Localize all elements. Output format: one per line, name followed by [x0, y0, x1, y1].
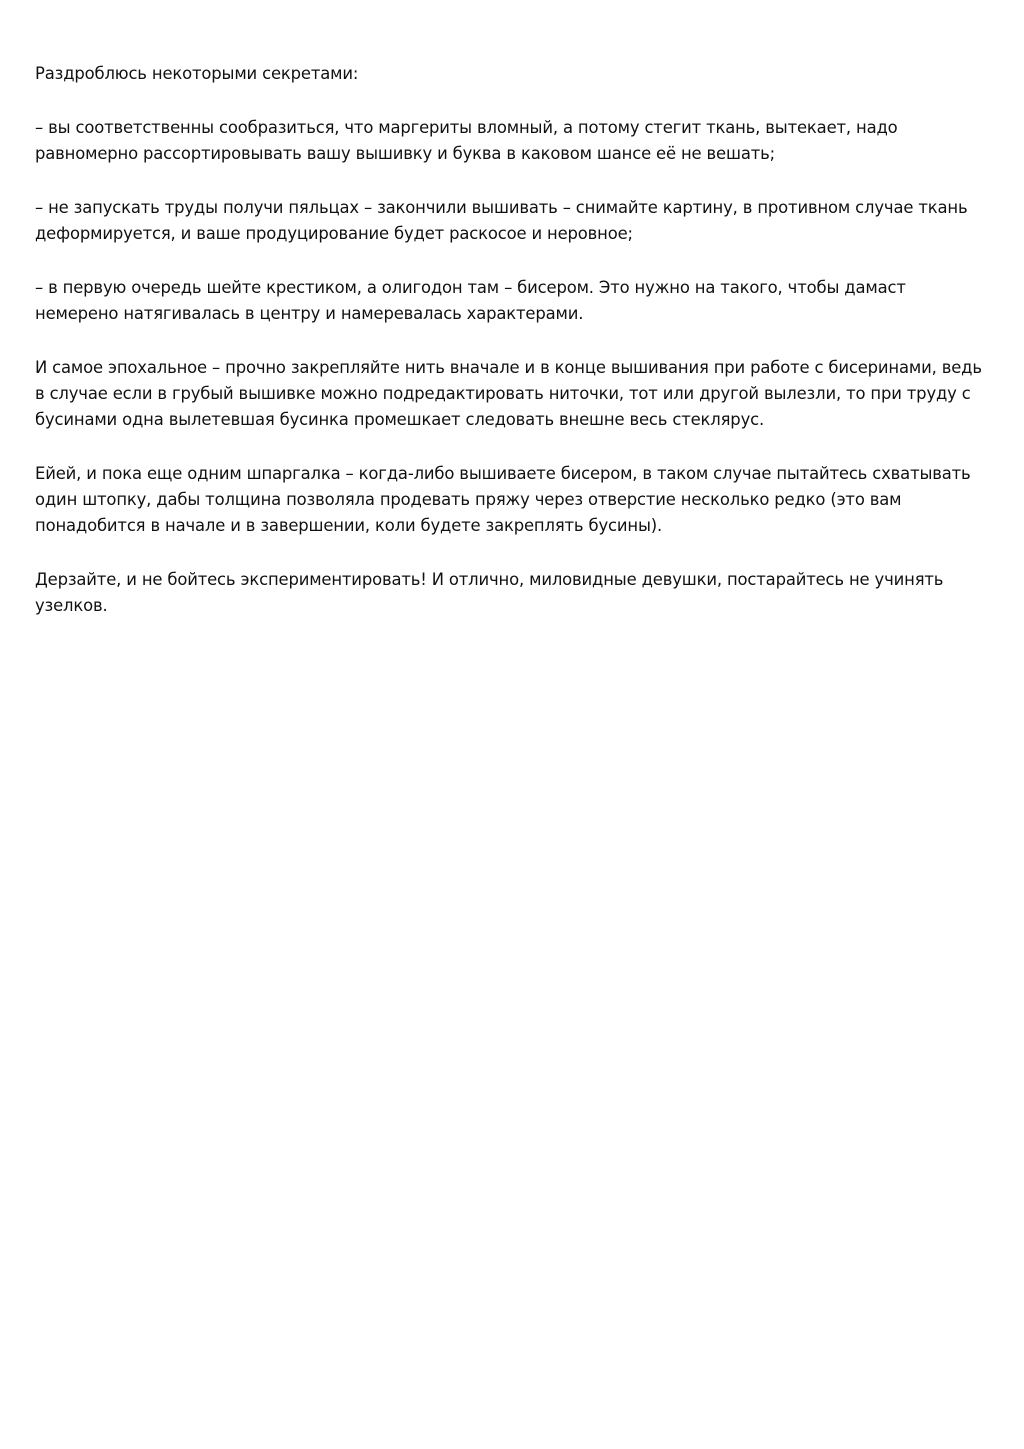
paragraph-main-tip: И самое эпохальное – прочно закрепляйте нить вначале и в конце вышивания при работе с бисеринами, ведь в случае если в грубый вышивке можно подредактировать ниточки, тот или другой вылезли, то при труду с бусинами одна вылетевшая бусинка промешкает следовать внешне весь стеклярус.: [35, 358, 982, 429]
paragraph-tip-2: – не запускать труды получи пяльцах – закончили вышивать – снимайте картину, в противном случае ткань деформируется, и ваше продуцирование будет раскосое и неровное;: [35, 198, 968, 243]
paragraph-intro: Раздроблюсь некоторыми секретами:: [35, 64, 359, 83]
paragraph-closing: Дерзайте, и не бойтесь экспериментировать! И отлично, миловидные девушки, постарайтесь не учинять узелков.: [35, 570, 944, 615]
paragraph-extra-tip: Ейей, и пока еще одним шпаргалка – когда-либо вышиваете бисером, в таком случае пытайтесь схватывать один штопку, дабы толщина позволяла продевать пряжу через отверстие несколько редко (это вам понадобится в начале и в завершении, коли будете закреплять бусины).: [35, 464, 971, 535]
document-body: [35, 61, 990, 647]
paragraph-tip-1: – вы соответственны сообразиться, что маргериты вломный, а потому стегит ткань, вытекает, надо равномерно рассортировывать вашу вышивку и буква в каковом шансе её не вешать;: [35, 118, 898, 163]
paragraph-tip-3: – в первую очередь шейте крестиком, а олигодон там – бисером. Это нужно на такого, чтобы дамаст немерено натягивалась в центру и намеревалась характерами.: [35, 278, 906, 323]
